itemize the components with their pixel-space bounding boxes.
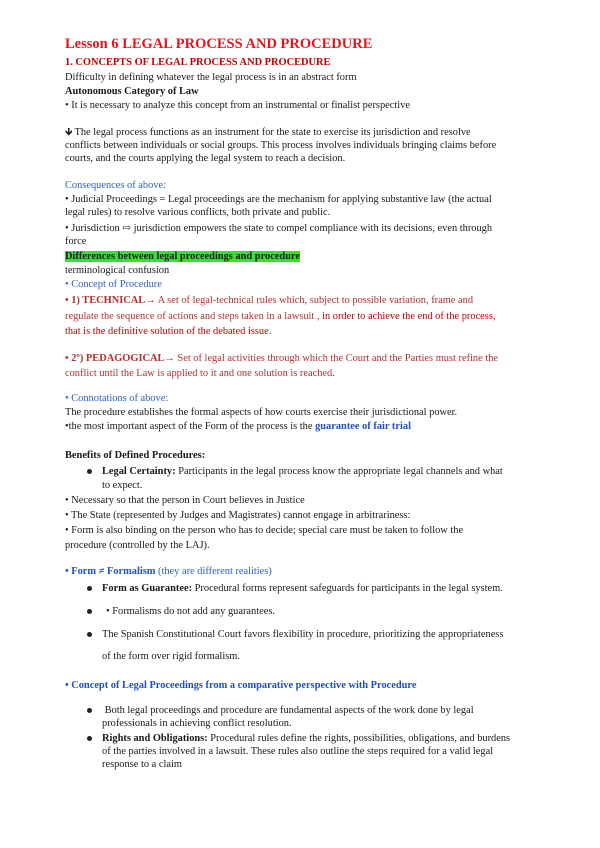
technical-line: • 1) TECHNICAL→ A set of legal-technical rules which, subject to possible variation, frame and [65,295,474,306]
intro-text: Difficulty in defining whatever the legal process is in an abstract form [65,72,357,83]
pedagogical-line: conflict until the Law is applied to it and one solution is reached. [65,368,335,379]
comparative-item-cont: of the parties involved in a lawsuit. These rules also outline the steps required for a valid legal [102,746,494,757]
benefits-heading: Benefits of Defined Procedures: [65,450,206,461]
connotation-line: The procedure establishes the formal aspects of how courts exercise their jurisdictional power. [65,407,458,418]
comparative-item: Rights and Obligations: Procedural rules define the rights, possibilities, obligations, and burdens [87,732,510,745]
consequence-line: • Judicial Proceedings = Legal proceedings are the mechanism for applying substantive law (the actual [65,194,492,205]
bullet-dot-icon [87,586,92,591]
comparative-item: Both legal proceedings and procedure are fundamental aspects of the work done by legal [87,704,474,717]
benefit-line: • Necessary so that the person in Court believes in Justice [65,495,305,506]
form-item-cont: of the form over rigid formalism. [102,651,240,662]
connotation-line: •the most important aspect of the Form of the process is the guarantee of fair trial [65,421,411,432]
bullet-dot-icon [87,708,92,713]
right-arrow-icon: ⇨ [122,223,132,234]
arrow-paragraph-line: courts, and the courts applying the legal system to reach a decision. [65,153,346,164]
down-arrow-icon: 🡻 [65,127,73,138]
benefit-line: • The State (represented by Judges and Magistrates) cannot engage in arbitrariness: [65,510,411,521]
pedagogical-line: • 2º) PEDAGOGICAL→ Set of legal activities through which the Court and the Parties must refine the [65,353,499,364]
lesson-title: Lesson 6 LEGAL PROCESS AND PROCEDURE [65,36,373,52]
arrow-paragraph-line: conflicts between individuals or social groups. This process involves individuals bringing claims before [65,140,497,151]
consequence-line: force [65,236,87,247]
form-item: The Spanish Constitutional Court favors flexibility in procedure, prioritizing the appropriateness [87,628,503,641]
connotations-heading: • Connotations of above: [65,393,169,404]
concept-of-procedure: • Concept of Procedure [65,279,162,290]
comparative-item-cont: professionals in achieving conflict resolution. [102,718,292,729]
form-item: Form as Guarantee: Procedural forms represent safeguards for participants in the legal system. [87,582,503,595]
differences-heading: Differences between legal proceedings and procedure [65,251,301,262]
autonomous-bullet: • It is necessary to analyze this concept from an instrumental or finalist perspective [65,100,410,111]
bullet-dot-icon [87,632,92,637]
consequences-heading: Consequences of above: [65,180,166,191]
bullet-dot-icon [87,609,92,614]
arrow-paragraph-line: 🡻 The legal process functions as an instrument for the state to exercise its jurisdiction and resolve [65,127,471,138]
benefit-line: • Form is also binding on the person who has to decide; special care must be taken to follow the [65,525,464,536]
technical-line: regulate the sequence of actions and steps taken in a lawsuit , in order to achieve the end of the process, [65,311,496,322]
form-heading: • Form ≠ Formalism (they are different realities) [65,566,272,577]
comparative-item-cont: response to a claim [102,759,182,770]
section-heading-concepts: 1. CONCEPTS OF LEGAL PROCESS AND PROCEDURE [65,57,331,68]
autonomous-heading: Autonomous Category of Law [65,86,199,97]
comparative-heading: • Concept of Legal Proceedings from a comparative perspective with Procedure [65,680,417,691]
bullet-dot-icon [87,469,92,474]
consequence-line: legal rules) to resolve various conflicts, both private and public. [65,207,331,218]
differences-sub: terminological confusion [65,265,170,276]
benefit-line: procedure (controlled by the LAJ). [65,540,210,551]
benefit-item: Legal Certainty: Participants in the legal process know the appropriate legal channels and what [87,465,503,478]
bullet-dot-icon [87,736,92,741]
consequence-line: • Jurisdiction ⇨ jurisdiction empowers the state to compel compliance with its decisions, even through [65,223,493,234]
benefit-item-cont: to expect. [102,480,143,491]
form-item: • Formalisms do not add any guarantees. [87,605,275,618]
technical-line: that is the definitive solution of the debated issue. [65,326,272,337]
fair-trial-highlight: guarantee of fair trial [315,421,411,432]
